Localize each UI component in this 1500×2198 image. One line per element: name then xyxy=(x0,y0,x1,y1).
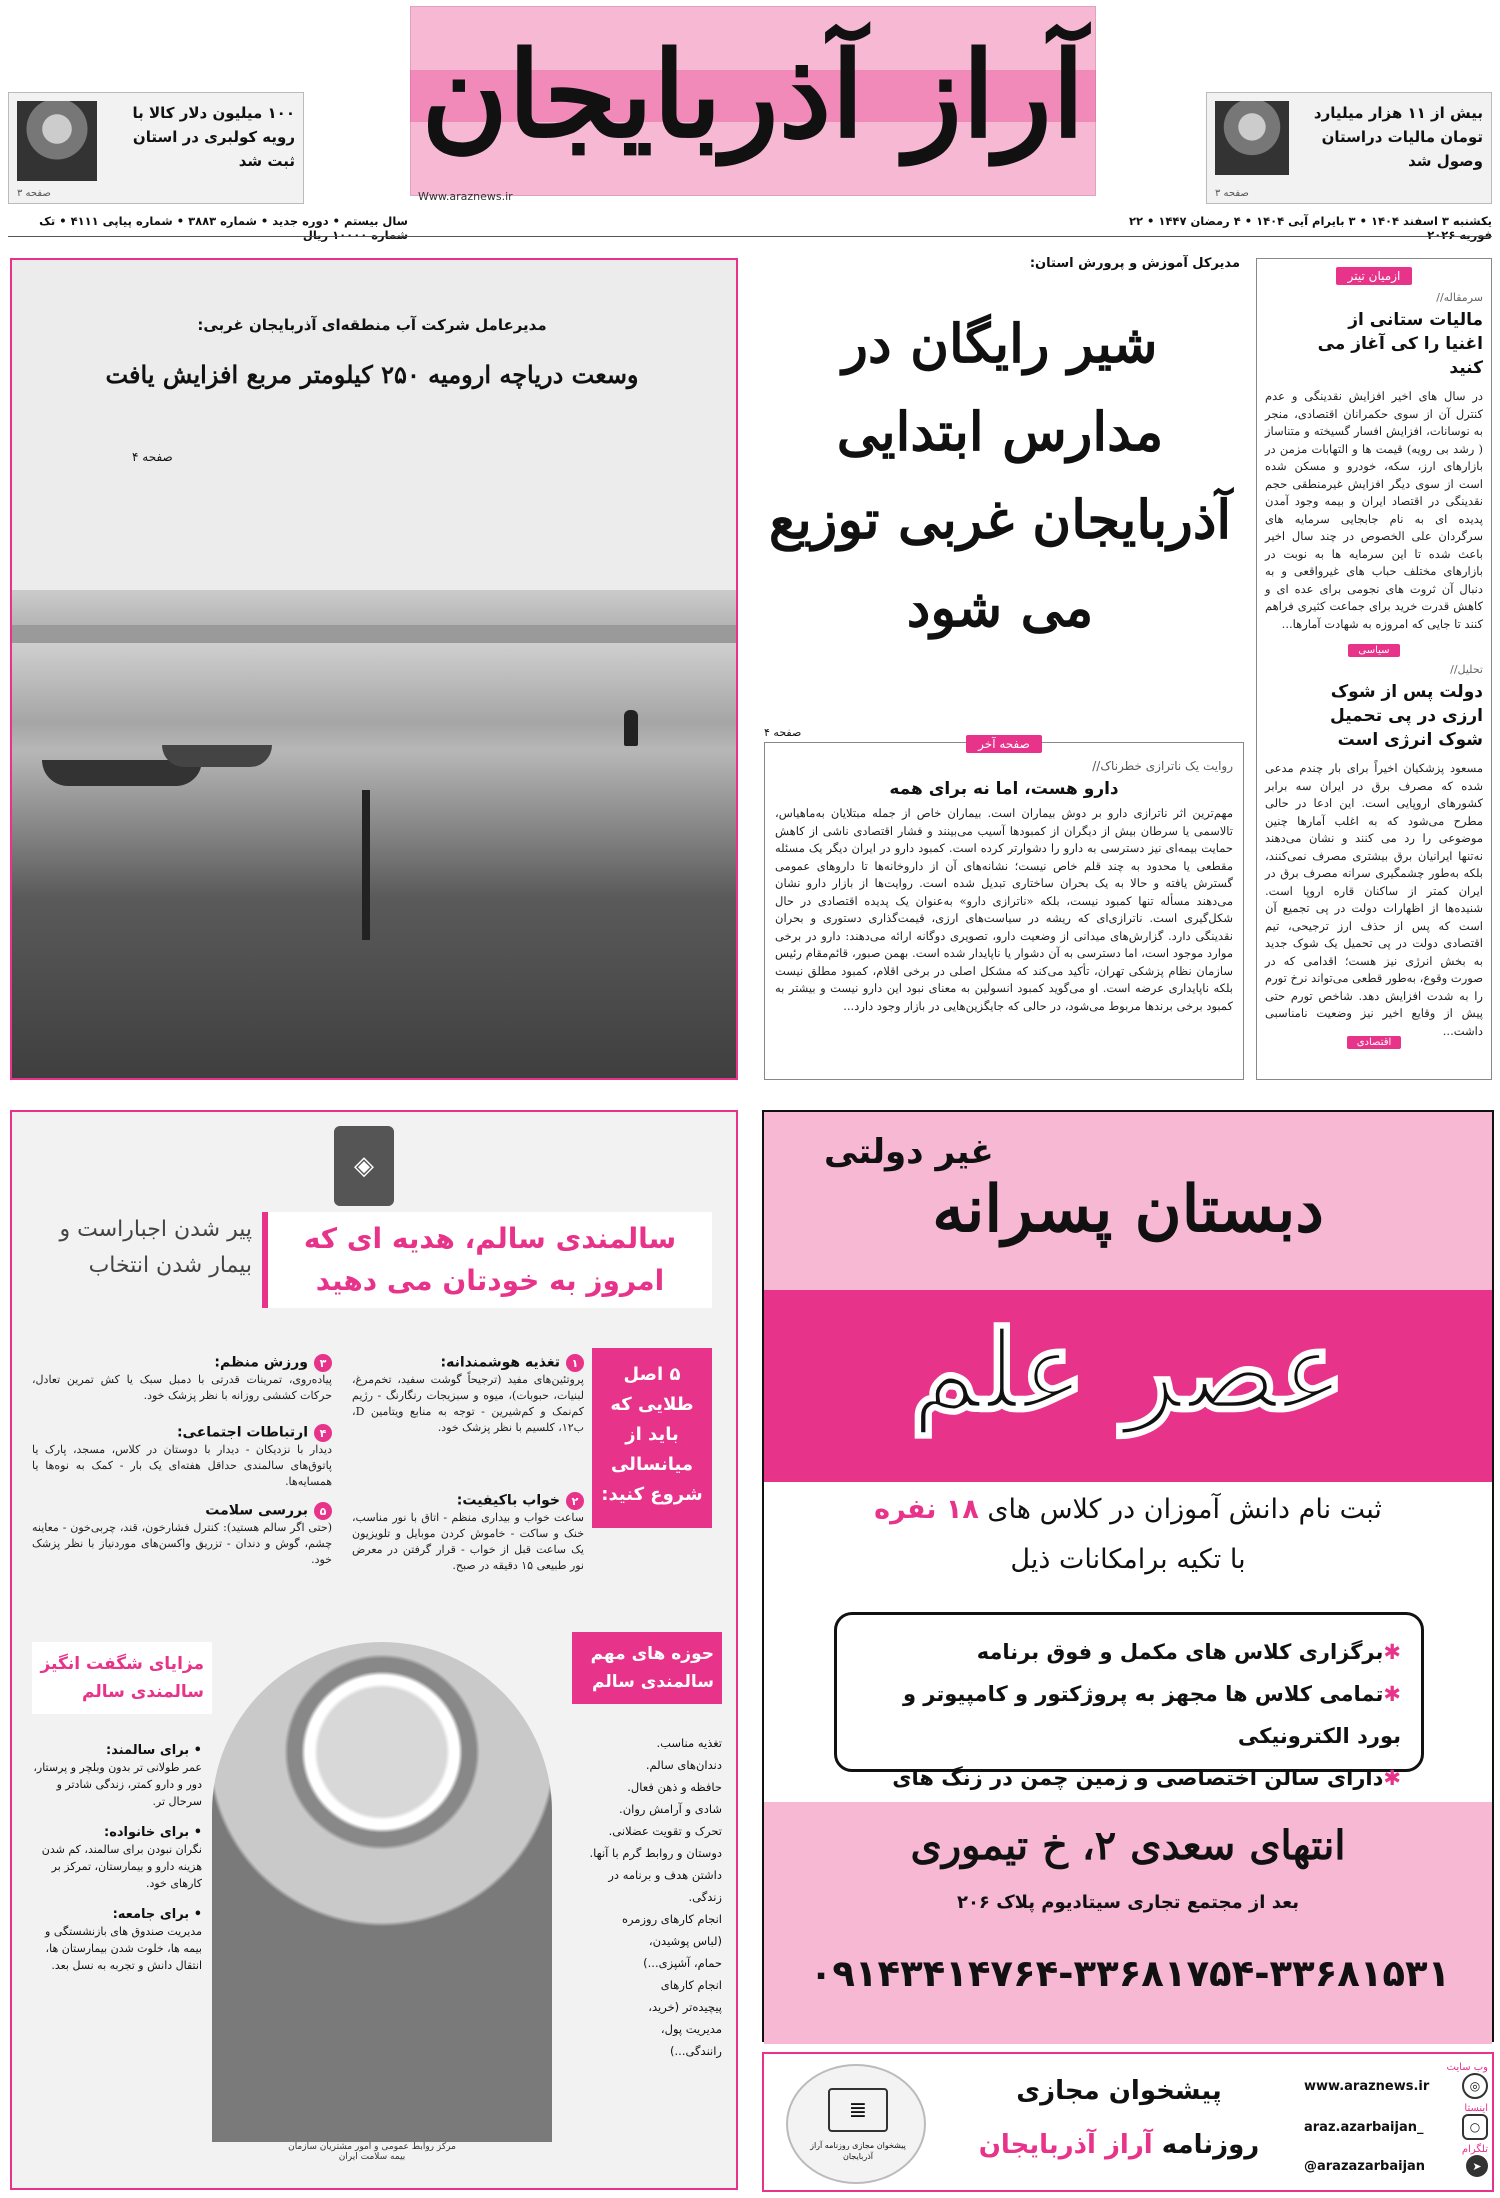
health-footer: مرکز روابط عمومی و امور مشتریان سازمان بیمه سلامت ایران xyxy=(288,2142,456,2162)
feature-body: مهم‌ترین اثر ناترازی دارو بر دوش بیماران است. بیماران خاص از جمله مبتلایان به‌ماهیاس، تالاسمی یا سرطان بیش از دیگران از کمبودها آسیب می‌بینند و فشار اقتصادی ناشی از کاهش حمایت بیمه‌ای نیز دسترسی به دارو را دشوارتر کرده است. کمبود دارو در ایران دیگر یک مسئله مقطعی یا محدود به چند قلم خاص نیست؛ نشانه‌های آن از داروخانه‌ها تا داروهای عمومی گسترش یافته و حالا به یک بحران ساختاری تبدیل شده است. روایت‌ها از بازار دارو نشان می‌دهند مسأله تنها کمبود نیست، بلکه «ناترازی دارو» به‌عنوان یک پدیده اقتصادی در حال شکل‌گیری است. ناترازی‌ای که ریشه در سیاست‌های ارزی، قیمت‌گذاری دستوری و بحران نقدینگی دارد. گزارش‌های میدانی از وضعیت دارو، تصویری دوگانه ارائه می‌دهند: دارو در برخی موارد موجود است، اما دسترسی به آن دشوار یا ناپایدار شده است. بهمن صبور، قائم‌مقام رئیس سازمان نظام پزشکی تهران، تأکید می‌کند که مشکل اصلی در برخی اقلام، کمبود مطلق نیست بلکه ناپایداری عرضه است. او می‌گوید کمبود انسولین به معنای نبود این دارو نیست و بیشتر به کمبود برخی برندها مربوط می‌شود، در حالی که جایگزین‌هایی در بازار وجود دارد... xyxy=(775,806,1233,1013)
web-label: وب سایت xyxy=(1446,2062,1488,2073)
sidebar-item1-section: سیاسی xyxy=(1348,644,1399,657)
benefit-head: • برای جامعه: xyxy=(112,1907,202,1922)
principle-3-title: ورزش منظم: xyxy=(214,1354,308,1371)
photo-overlay-top xyxy=(12,260,736,590)
principle-5-title: بررسی سلامت xyxy=(205,1502,308,1519)
tg-label: تلگرام xyxy=(1461,2144,1488,2155)
area-item: انجام کارهای xyxy=(660,1978,722,1992)
person-icon xyxy=(624,710,638,746)
principle-2-num: ۲ xyxy=(566,1492,584,1510)
lead-kicker: مدیرکل آموزش و پرورش استان: xyxy=(1029,256,1240,271)
date-line: یکشنبه ۳ اسفند ۱۴۰۴ • ۳ بایرام آیی ۱۴۰۴ • ۴ رمضان ۱۴۴۷ • ۲۲ فوریه ۲۰۲۶ xyxy=(1128,214,1492,242)
tg-text: @arazazarbaijan xyxy=(1304,2158,1426,2174)
benefit-head: • برای سالمند: xyxy=(106,1743,202,1758)
principle-2 xyxy=(352,1492,584,1574)
lead-headline[interactable]: شیر رایگان در مدارس ابتدایی آذربایجان غربی توزیع می شود xyxy=(768,313,1232,639)
principle-4-title: ارتباطات اجتماعی: xyxy=(176,1424,308,1441)
lead-page: صفحه ۴ xyxy=(764,726,802,739)
feature-tag: صفحه آخر xyxy=(966,735,1042,753)
benefit-text: نگران نبودن برای سالمند، کم شدن هزینه دارو و بیمارستان، تمرکز بر کارهای خود. xyxy=(41,1843,202,1890)
principle-5-num: ۵ xyxy=(314,1502,332,1520)
area-item: حمام، آشپزی...) xyxy=(643,1956,722,1970)
school-subtitle: غیر دولتی xyxy=(824,1132,994,1172)
health-ad[interactable] xyxy=(10,1110,738,2190)
sidebar-item2-section: اقتصادی xyxy=(1347,1036,1402,1049)
principle-1 xyxy=(352,1354,584,1436)
sidebar-item1-kicker: سرمقاله// xyxy=(1436,291,1483,304)
header-rule xyxy=(8,236,1492,237)
photo-kicker: مدیرعامل شرکت آب منطقه‌ای آذربایجان غربی: xyxy=(197,316,547,334)
area-item: تحرک و تقویت عضلانی. xyxy=(608,1824,722,1838)
area-item: مدیریت پول، xyxy=(660,2022,722,2036)
elderly-man-image xyxy=(212,1642,552,2142)
photo-story[interactable] xyxy=(10,258,738,1080)
boat2-icon xyxy=(162,745,272,767)
principle-5 xyxy=(32,1502,332,1568)
area-item: داشتن هدف و برنامه در زندگی. xyxy=(608,1868,722,1904)
globe-icon: ◎ xyxy=(1462,2073,1488,2099)
golden-rules: ۵ اصل طلایی که باید از میانسالی شروع کنید: xyxy=(592,1348,712,1528)
school-phones[interactable]: ۰۹۱۴۳۴۱۴۷۶۴-۳۳۶۸۱۷۵۴-۳۳۶۸۱۵۳۱ xyxy=(809,1952,1451,1995)
principle-1-num: ۱ xyxy=(566,1354,584,1372)
school-line1b: ۱۸ نفره xyxy=(874,1494,979,1525)
benefits-title: مزایای شگفت انگیز سالمندی سالم xyxy=(32,1642,212,1714)
sidebar-label: ازمیان تیتر xyxy=(1336,267,1413,285)
promo-title: پیشخوان مجازی xyxy=(1016,2076,1222,2106)
health-slogan: پیر شدن اجباراست و بیمار شدن انتخاب xyxy=(59,1217,252,1278)
issue-line: سال بیستم • دوره جدید • شماره ۳۸۸۳ • شماره پیاپی ۴۱۱۱ • تک شماره ۱۰۰۰۰ ریال xyxy=(39,214,408,242)
school-feature-text: دارای سالن اختصاصی و زمین چمن در زنگ های xyxy=(892,1766,1384,1790)
masthead-title: آراز آذربایجان xyxy=(421,25,1085,164)
sidebar-item1-title[interactable]: مالیات ستانی از اغنیا را کی آغاز می کنید xyxy=(1317,310,1483,378)
principle-2-text: ساعت خواب و بیداری منظم - اتاق با نور مناسب، خنک و ساکت - خاموش کردن موبایل و تلویزیون یک ساعت قبل از خواب - قرار گرفتن در معرض نور طبیعی ۱۵ دقیقه در صبح. xyxy=(352,1511,584,1572)
school-features xyxy=(834,1612,1424,1790)
feature-box xyxy=(764,737,1244,1080)
telegram-icon: ➤ xyxy=(1466,2155,1488,2177)
masthead-logo xyxy=(410,10,1096,180)
insta-row[interactable] xyxy=(1304,2114,1488,2140)
web-text: www.araznews.ir xyxy=(1304,2078,1430,2094)
school-feature-text: برگزاری کلاس های مکمل و فوق برنامه xyxy=(976,1640,1384,1664)
photo-headline: وسعت دریاچه ارومیه ۲۵۰ کیلومتر مربع افزایش یافت xyxy=(105,360,639,389)
benefits-list xyxy=(32,1742,202,1974)
school-line1a: ثبت نام دانش آموزان در کلاس های xyxy=(987,1494,1382,1525)
school-line1 xyxy=(764,1494,1492,1525)
photo-page: صفحه ۴ xyxy=(132,450,173,464)
newspaper-icon: ≣ xyxy=(828,2088,888,2132)
principle-4-text: دیدار با نزدیکان - دیدار با دوستان در کلاس، مسجد، پارک یا پاتوق‌های سالمندی حداقل هفته‌ای یک بار - کمک به نوه‌ها یا همسایه‌ها. xyxy=(32,1443,332,1488)
teaser-left[interactable] xyxy=(8,92,304,204)
school-address: انتهای سعدی ۲، خ تیموری xyxy=(910,1822,1346,1869)
areas-list xyxy=(572,1732,722,2062)
area-item: دوستان و روابط گرم با آنها. xyxy=(589,1846,722,1860)
insta-label: اینستا xyxy=(1464,2103,1488,2114)
benefit-head: • برای خانواده: xyxy=(104,1825,202,1840)
sidebar-item2-body: مسعود پزشکیان اخیراً برای بار چندم مدعی شده که مصرف برق در ایران سه برابر کشورهای اروپایی است. این ادعا در حالی مطرح می‌شود که به اغلب آمارها چنین موضوعی را رد می کنند و نشان می‌دهند نه‌تنها ایرانیان برق بیشتری مصرف نمی‌کنند، بلکه به‌طور چشمگیری سرانه مصرف برق در ایران کمتر از ساکنان قاره اروپا است. شنیده‌ها از اظهارات دولت در پی تجمیع آن است که پس از حذف ارز ترجیحی، تیم اقتصادی دولت در پی تحمیل یک شوک جدید به بخش انرژی نیز هست؛ اقدامی که در صورت وقوع، به‌طور قطعی می‌تواند نرخ تورم را به شدت افزایش دهد. شاخص تورم حتی پیش از وقایع اخیر نیز وضعیت نامناسبی داشت... xyxy=(1265,761,1483,1038)
area-item: (لباس پوشیدن، xyxy=(648,1934,722,1948)
sidebar-item2-kicker: تحلیل// xyxy=(1450,663,1483,676)
school-feature-text: تمامی کلاس ها مجهز به پروژکتور و کامپیوتر و بورد الکترونیکی xyxy=(902,1682,1401,1748)
promo-subtitle xyxy=(954,2130,1284,2160)
web-row[interactable] xyxy=(1304,2073,1488,2099)
principle-4 xyxy=(32,1424,332,1490)
principle-5-text: (حتی اگر سالم هستید): کنترل فشارخون، قند، چربی‌خون - معاینه چشم، گوش و دندان - تزریق واکسن‌های موردنیاز با نظر پزشک خود. xyxy=(32,1521,332,1566)
benefit-text: مدیریت صندوق های بازنشستگی و بیمه ها، خلوت شدن بیمارستان ها، انتقال دانش و تجربه به نسل بعد. xyxy=(45,1925,202,1972)
teaser-right-text: بیش از ۱۱ هزار میلیارد تومان مالیات دراستان وصول شد xyxy=(1313,104,1483,170)
sidebar-item1-body: در سال های اخیر افزایش نقدینگی و عدم کنترل آن از سوی حکمرانان اقتصادی، منجر به نوسانات، افزایش افسار گسیخته و متناساز ( رشد بی رویه) قیمت ها و التهابات مزمن در بازارهای ارز، سکه، خودرو و مسکن شده است از سوی دیگر افزایش غیرمنطقی حجم نقدینگی در اقتصاد ایران و بیمه وجود آمدن پدیده ای به نام جابجایی سرمایه های سرگردان علی الخصوص در چند سال اخیر باعث شده تا این سرمایه ها به نوبت در بازارهای مختلف حباب های غیرواقعی و به دنبال آن ثروت های نجومی برای عده ای و کاهش قدرت خرید برای جماعت کثیری فراهم کنند تا جایی که امروزه به شهادت آمارها... xyxy=(1265,389,1483,631)
school-feature-item: ✱تمامی کلاس ها مجهز به پروژکتور و کامپیوتر و بورد الکترونیکی xyxy=(902,1682,1401,1748)
website-label[interactable]: Www.araznews.ir xyxy=(418,190,513,203)
promo-box xyxy=(762,2052,1494,2192)
areas-title: حوزه های مهم سالمندی سالم xyxy=(572,1632,722,1704)
teaser-right[interactable] xyxy=(1206,92,1492,204)
area-item: دندان‌های سالم. xyxy=(645,1758,722,1772)
principle-3-text: پیاده‌روی، تمرینات قدرتی با دمبل سبک یا کش تمرین تعادل، حرکات کششی روزانه با نظر پزشک خود. xyxy=(32,1373,332,1402)
school-title: دبستان پسرانه xyxy=(932,1172,1324,1247)
teaser-right-page: صفحه ۳ xyxy=(1215,188,1249,199)
school-name: عصر علم xyxy=(910,1306,1346,1435)
promo-logo-text: پیشخوان مجازی روزنامه آراز آذربایجان xyxy=(810,2141,906,2161)
teaser-left-page: صفحه ۳ xyxy=(17,188,51,199)
principle-4-num: ۴ xyxy=(314,1424,332,1442)
principle-3-num: ۳ xyxy=(314,1354,332,1372)
sidebar xyxy=(1256,258,1492,1080)
school-address2: بعد از مجتمع تجاری سیتادیوم پلاک ۲۰۶ xyxy=(956,1892,1300,1913)
principle-1-title: تغذیه هوشمندانه: xyxy=(440,1354,560,1371)
teaser-left-photo xyxy=(17,101,97,181)
area-item: رانندگی...) xyxy=(670,2044,722,2058)
benefit-text: عمر طولانی تر بدون وبلچر و پرستار، دور و دارو کمتر، زندگی شادتر و سرحال تر. xyxy=(33,1761,202,1808)
area-item: انجام کارهای روزمره xyxy=(621,1912,722,1926)
promo-logo xyxy=(786,2064,926,2184)
feature-kicker: روایت یک ناترازی خطرناک// xyxy=(1092,759,1233,773)
school-feature-item: ✱دارای سالن اختصاصی و زمین چمن در زنگ های xyxy=(857,1757,1401,1841)
area-item: حافظه و ذهن فعال. xyxy=(627,1780,722,1794)
feature-title[interactable]: دارو هست، اما نه برای همه xyxy=(889,779,1119,799)
lake-horizon xyxy=(12,625,736,643)
area-item: پیچیده‌تر (خرید، xyxy=(648,2000,722,2014)
principle-2-title: خواب باکیفیت: xyxy=(456,1492,560,1509)
school-ad[interactable] xyxy=(762,1110,1494,2042)
promo-subtitle-a: روزنامه xyxy=(1161,2130,1260,2160)
teaser-right-photo xyxy=(1215,101,1289,175)
promo-subtitle-b: آراز آذربایجان xyxy=(978,2130,1153,2160)
pole-icon xyxy=(362,790,370,940)
insurance-logo-icon: ◈ xyxy=(334,1126,394,1206)
principle-3 xyxy=(32,1354,332,1404)
area-item: تغذیه مناسب. xyxy=(656,1736,722,1750)
tg-row[interactable] xyxy=(1304,2155,1488,2177)
principle-1-text: پروتئین‌های مفید (ترجیحاً گوشت سفید، تخم‌مرغ، لبنیات، حبوبات)، میوه و سبزیجات رنگارنگ - رژیم کم‌نمک و کم‌شیرین - توجه به منابع ویتامین D، ب۱۲، کلسیم با نظر پزشک خود. xyxy=(352,1373,584,1434)
instagram-icon: ○ xyxy=(1462,2114,1488,2140)
area-item: شادی و آرامش روان. xyxy=(619,1802,722,1816)
sidebar-item2-title[interactable]: دولت پس از شوک ارزی در پی تحمیل شوک انرژی است xyxy=(1330,682,1483,750)
promo-contacts xyxy=(1304,2062,1488,2177)
insta-text: araz.azarbaijan_ xyxy=(1304,2119,1424,2135)
school-line2: با تکیه برامکانات ذیل xyxy=(1010,1544,1246,1575)
teaser-left-text: ۱۰۰ میلیون دلار کالا با رویه کولبری در استان ثبت شد xyxy=(132,104,295,170)
school-feature-item: ✱برگزاری کلاس های مکمل و فوق برنامه xyxy=(976,1640,1401,1664)
health-headline: سالمندی سالم، هدیه ای که امروز به خودتان می دهید xyxy=(262,1212,712,1308)
